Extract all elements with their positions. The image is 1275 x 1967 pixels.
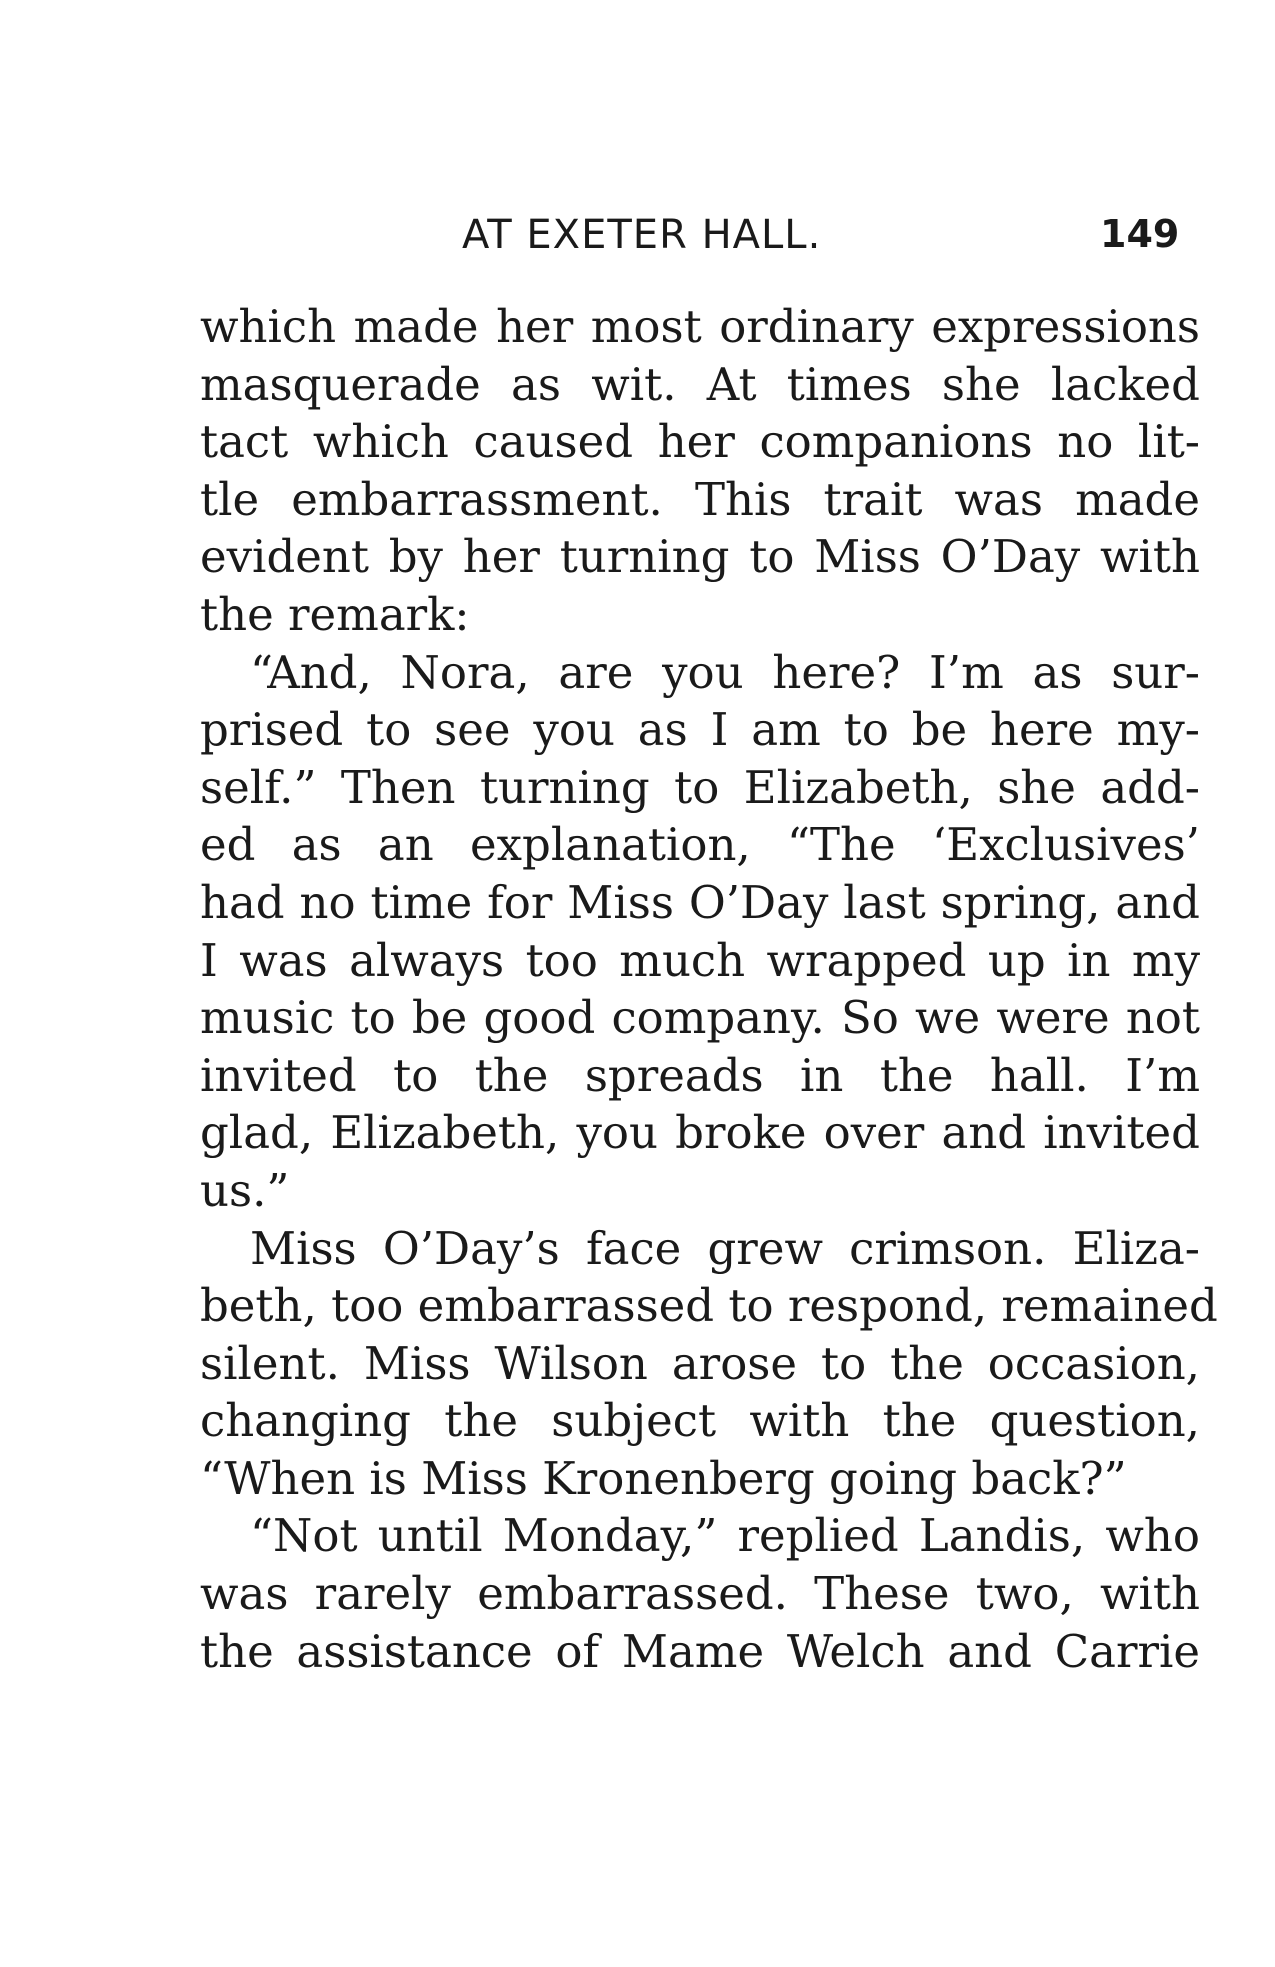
text-line: “When is Miss Kronenberg going back?” <box>200 1451 1127 1505</box>
text-line: was rarely embarrassed. These two, with <box>200 1567 1200 1621</box>
running-title: AT EXETER HALL. <box>462 212 822 258</box>
text-line: beth, too embarrassed to respond, remained <box>200 1279 1218 1333</box>
text-line: the remark: <box>200 587 470 641</box>
text-line: ed as an explanation, “The ‘Exclusives’ <box>200 818 1200 872</box>
text-line: had no time for Miss O’Day last spring, and <box>200 875 1200 929</box>
text-line: Miss O’Day’s face grew crimson. Eliza- <box>250 1221 1200 1275</box>
text-line: “Not until Monday,” replied Landis, who <box>250 1509 1200 1563</box>
text-line: I was always too much wrapped up in my <box>200 933 1200 987</box>
text-line: silent. Miss Wilson arose to the occasion, <box>200 1336 1200 1390</box>
text-line: the assistance of Mame Welch and Carrie <box>200 1624 1200 1678</box>
text-line: glad, Elizabeth, you broke over and invited <box>200 1106 1200 1160</box>
text-line: “And, Nora, are you here? I’m as sur- <box>250 645 1200 699</box>
text-line: masquerade as wit. At times she lacked <box>200 357 1200 411</box>
text-line: changing the subject with the question, <box>200 1394 1200 1448</box>
running-head <box>0 212 1275 272</box>
text-line: tle embarrassment. This trait was made <box>200 472 1200 526</box>
text-line: evident by her turning to Miss O’Day with <box>200 530 1200 584</box>
body-text <box>200 298 1218 1680</box>
text-line: which made her most ordinary expressions <box>200 300 1200 353</box>
page-number: 149 <box>1100 212 1180 256</box>
text-line: tact which caused her companions no lit- <box>200 415 1200 469</box>
text-line: music to be good company. So we were not <box>200 991 1200 1045</box>
text-line: prised to see you as I am to be here my- <box>200 703 1200 757</box>
text-line: self.” Then turning to Elizabeth, she add- <box>200 760 1200 814</box>
text-line: us.” <box>200 1163 290 1217</box>
text-line: invited to the spreads in the hall. I’m <box>200 1048 1200 1102</box>
